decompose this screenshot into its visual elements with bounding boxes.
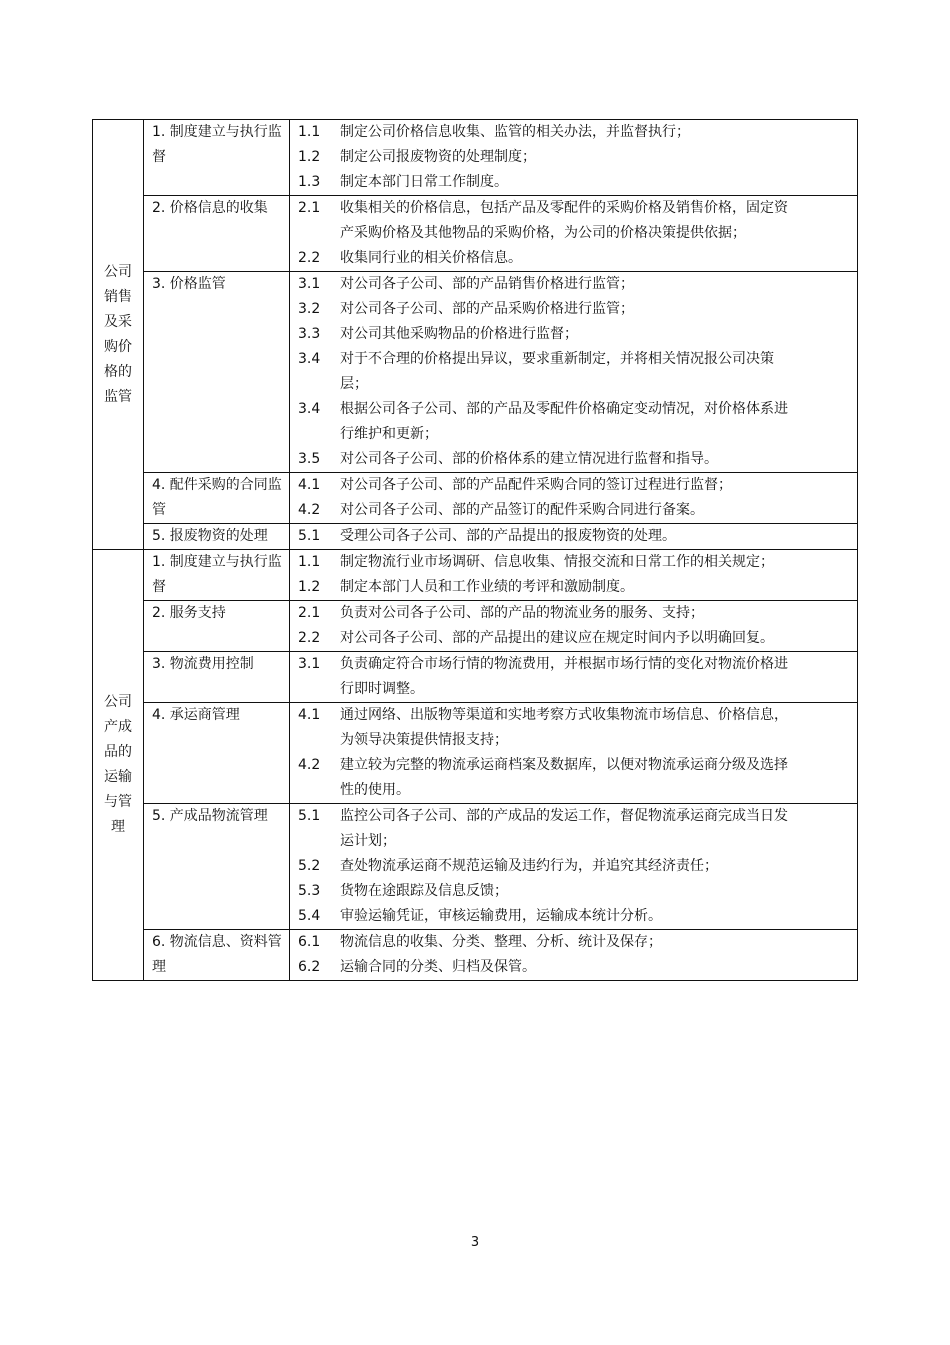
duty-items-cell bbox=[290, 272, 858, 473]
subtask-title: 6. 物流信息、资料管理 bbox=[144, 930, 290, 981]
table-row bbox=[93, 272, 858, 473]
duty-item bbox=[298, 804, 797, 854]
duty-item-number: 1.2 bbox=[298, 579, 321, 595]
duty-item-number: 3.2 bbox=[298, 301, 321, 317]
duty-item-text: 对公司各子公司、部的价格体系的建立情况进行监督和指导。 bbox=[340, 451, 718, 467]
category-cell bbox=[93, 120, 144, 550]
duty-item-number: 3.4 bbox=[298, 401, 321, 417]
duty-items-cell bbox=[290, 930, 858, 981]
subtask-title: 4. 承运商管理 bbox=[144, 703, 290, 804]
duty-item bbox=[298, 626, 797, 651]
table-row bbox=[93, 930, 858, 981]
duty-item-number: 3.3 bbox=[298, 326, 321, 342]
duty-item bbox=[298, 703, 797, 753]
duty-item bbox=[298, 322, 797, 347]
duty-item-text: 对公司各子公司、部的产品采购价格进行监管； bbox=[340, 301, 634, 317]
duty-item bbox=[298, 904, 797, 929]
duty-items-cell bbox=[290, 652, 858, 703]
duty-item bbox=[298, 930, 797, 955]
duty-item-number: 3.5 bbox=[298, 451, 321, 467]
duty-item bbox=[298, 753, 797, 803]
responsibilities-table bbox=[92, 119, 858, 981]
duty-item-text: 审验运输凭证，审核运输费用，运输成本统计分析。 bbox=[340, 908, 662, 924]
duty-item bbox=[298, 601, 797, 626]
duty-items-cell bbox=[290, 120, 858, 196]
duty-item bbox=[298, 246, 797, 271]
duty-item-number: 4.1 bbox=[298, 707, 321, 723]
duty-item-text: 制定物流行业市场调研、信息收集、情报交流和日常工作的相关规定； bbox=[340, 554, 774, 570]
subtask-title: 5. 报废物资的处理 bbox=[144, 524, 290, 550]
duty-item-text: 制定本部门日常工作制度。 bbox=[340, 174, 508, 190]
duty-item-text: 收集同行业的相关价格信息。 bbox=[340, 250, 522, 266]
duty-item-text: 对公司各子公司、部的产品签订的配件采购合同进行备案。 bbox=[340, 502, 704, 518]
duty-item-number: 5.1 bbox=[298, 808, 321, 824]
duty-item-text: 对公司各子公司、部的产品提出的建议应在规定时间内予以明确回复。 bbox=[340, 630, 774, 646]
duty-item-text: 根据公司各子公司、部的产品及零配件价格确定变动情况，对价格体系进行维护和更新； bbox=[340, 401, 788, 442]
duty-items-cell bbox=[290, 601, 858, 652]
duty-item-number: 4.1 bbox=[298, 477, 321, 493]
duty-items-cell bbox=[290, 804, 858, 930]
category-cell bbox=[93, 550, 144, 981]
duty-item bbox=[298, 879, 797, 904]
duty-item bbox=[298, 145, 797, 170]
duty-item-number: 6.2 bbox=[298, 959, 321, 975]
duty-item bbox=[298, 120, 797, 145]
duty-item-number: 4.2 bbox=[298, 502, 321, 518]
table-row bbox=[93, 703, 858, 804]
duty-item-number: 1.1 bbox=[298, 124, 321, 140]
duty-item-text: 对公司其他采购物品的价格进行监督； bbox=[340, 326, 578, 342]
table-row bbox=[93, 652, 858, 703]
duty-items-cell bbox=[290, 473, 858, 524]
duty-item bbox=[298, 652, 797, 702]
duty-item-number: 3.4 bbox=[298, 351, 321, 367]
duty-item bbox=[298, 447, 797, 472]
duty-items-cell bbox=[290, 196, 858, 272]
category-label: 公司产成品的运输与管理 bbox=[103, 694, 132, 835]
duty-item-text: 物流信息的收集、分类、整理、分析、统计及保存； bbox=[340, 934, 662, 950]
duty-item-text: 对于不合理的价格提出异议，要求重新制定，并将相关情况报公司决策层； bbox=[340, 351, 774, 392]
subtask-title: 2. 服务支持 bbox=[144, 601, 290, 652]
duty-item bbox=[298, 170, 797, 195]
duty-item bbox=[298, 524, 797, 549]
duty-item bbox=[298, 955, 797, 980]
table-row bbox=[93, 524, 858, 550]
category-label: 公司销售及采购价格的监管 bbox=[103, 263, 132, 405]
subtask-title: 5. 产成品物流管理 bbox=[144, 804, 290, 930]
table-row bbox=[93, 804, 858, 930]
table-row bbox=[93, 473, 858, 524]
duty-item bbox=[298, 498, 797, 523]
subtask-title: 4. 配件采购的合同监管 bbox=[144, 473, 290, 524]
duty-item bbox=[298, 473, 797, 498]
duty-item-number: 5.1 bbox=[298, 528, 321, 544]
table-row bbox=[93, 550, 858, 601]
duty-item bbox=[298, 272, 797, 297]
duty-item bbox=[298, 347, 797, 397]
duty-items-cell bbox=[290, 524, 858, 550]
duty-item bbox=[298, 297, 797, 322]
table-row bbox=[93, 196, 858, 272]
duty-item-number: 5.3 bbox=[298, 883, 321, 899]
subtask-title: 3. 价格监管 bbox=[144, 272, 290, 473]
duty-item-text: 对公司各子公司、部的产品销售价格进行监管； bbox=[340, 276, 634, 292]
duty-item-number: 1.1 bbox=[298, 554, 321, 570]
table-row bbox=[93, 120, 858, 196]
duty-item-number: 1.2 bbox=[298, 149, 321, 165]
duty-item bbox=[298, 854, 797, 879]
duty-item-number: 4.2 bbox=[298, 757, 321, 773]
duty-item-text: 货物在途跟踪及信息反馈； bbox=[340, 883, 508, 899]
subtask-title: 2. 价格信息的收集 bbox=[144, 196, 290, 272]
duty-item-text: 监控公司各子公司、部的产成品的发运工作，督促物流承运商完成当日发运计划； bbox=[340, 808, 788, 849]
duty-item-text: 查处物流承运商不规范运输及违约行为，并追究其经济责任； bbox=[340, 858, 718, 874]
page-number: 3 bbox=[470, 1235, 480, 1250]
duty-item-text: 制定公司报废物资的处理制度； bbox=[340, 149, 536, 165]
duty-item-number: 2.2 bbox=[298, 250, 321, 266]
duty-item bbox=[298, 550, 797, 575]
duty-item-text: 收集相关的价格信息，包括产品及零配件的采购价格及销售价格，固定资产采购价格及其他物品的采购价格，为公司的价格决策提供依据； bbox=[340, 200, 788, 241]
subtask-title: 1. 制度建立与执行监督 bbox=[144, 120, 290, 196]
duty-items-cell bbox=[290, 550, 858, 601]
duty-item bbox=[298, 397, 797, 447]
duty-item-number: 1.3 bbox=[298, 174, 321, 190]
duty-items-cell bbox=[290, 703, 858, 804]
duty-item-text: 通过网络、出版物等渠道和实地考察方式收集物流市场信息、价格信息，为领导决策提供情报支持； bbox=[340, 707, 788, 748]
duty-item-number: 2.1 bbox=[298, 605, 321, 621]
duty-item-number: 3.1 bbox=[298, 276, 321, 292]
duty-item-number: 2.2 bbox=[298, 630, 321, 646]
duty-item bbox=[298, 575, 797, 600]
duty-item-text: 制定公司价格信息收集、监管的相关办法，并监督执行； bbox=[340, 124, 690, 140]
duty-item-text: 负责对公司各子公司、部的产品的物流业务的服务、支持； bbox=[340, 605, 704, 621]
duty-item-text: 制定本部门人员和工作业绩的考评和激励制度。 bbox=[340, 579, 634, 595]
duty-item-text: 受理公司各子公司、部的产品提出的报废物资的处理。 bbox=[340, 528, 676, 544]
duty-item-text: 建立较为完整的物流承运商档案及数据库，以便对物流承运商分级及选择性的使用。 bbox=[340, 757, 788, 798]
duty-item-number: 5.2 bbox=[298, 858, 321, 874]
duty-item bbox=[298, 196, 797, 246]
table-row bbox=[93, 601, 858, 652]
duty-item-text: 对公司各子公司、部的产品配件采购合同的签订过程进行监督； bbox=[340, 477, 732, 493]
subtask-title: 1. 制度建立与执行监督 bbox=[144, 550, 290, 601]
duty-item-text: 负责确定符合市场行情的物流费用，并根据市场行情的变化对物流价格进行即时调整。 bbox=[340, 656, 788, 697]
duty-item-text: 运输合同的分类、归档及保管。 bbox=[340, 959, 536, 975]
duty-item-number: 6.1 bbox=[298, 934, 321, 950]
duty-item-number: 5.4 bbox=[298, 908, 321, 924]
duty-item-number: 3.1 bbox=[298, 656, 321, 672]
subtask-title: 3. 物流费用控制 bbox=[144, 652, 290, 703]
duty-item-number: 2.1 bbox=[298, 200, 321, 216]
